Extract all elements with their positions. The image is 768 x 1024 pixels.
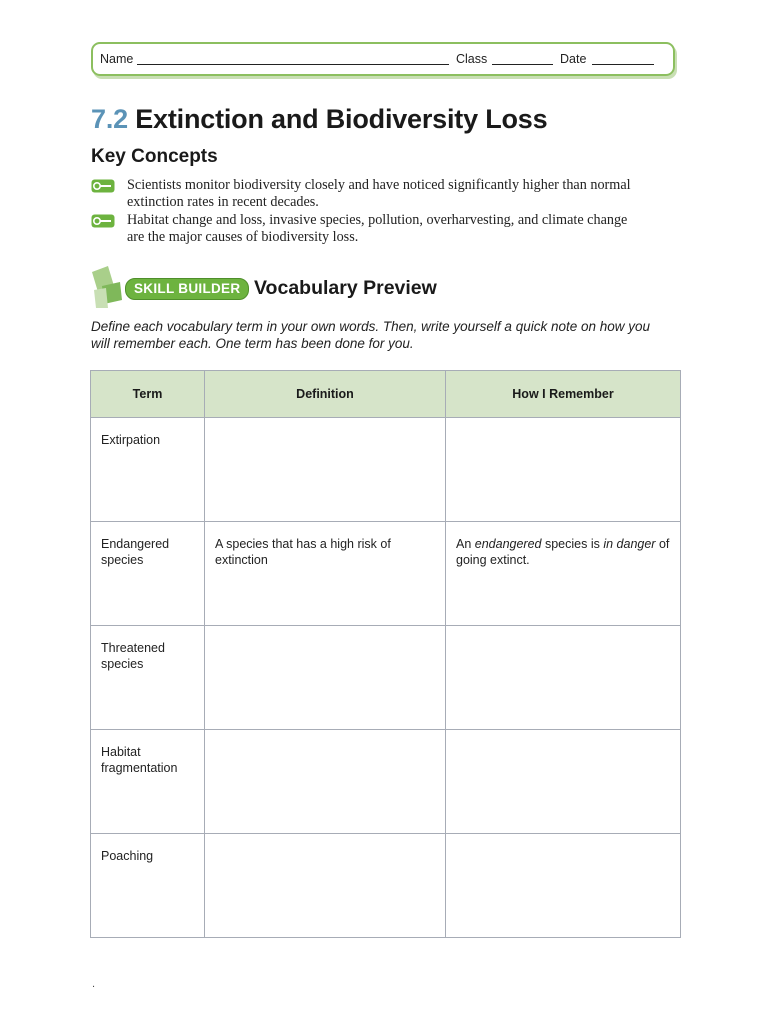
instructions-text: Define each vocabulary term in your own words. Then, write yourself a quick note on how you will remember each. One term has been done for you. [91, 319, 651, 351]
definition-cell[interactable] [205, 730, 446, 834]
skill-builder-badge: SKILL BUILDER [125, 278, 249, 300]
section-number: 7.2 [91, 104, 128, 134]
name-label: Name [100, 52, 134, 66]
definition-cell[interactable] [205, 834, 446, 938]
name-field[interactable] [137, 64, 449, 65]
definition-cell[interactable] [205, 418, 446, 522]
class-label: Class [456, 52, 488, 66]
date-label: Date [560, 52, 587, 66]
table-header-row [91, 371, 681, 418]
key-concept-text: Habitat change and loss, invasive species, pollution, overharvesting, and climate change are the major causes of biodiversity loss. [127, 212, 628, 245]
remember-cell[interactable] [446, 418, 681, 522]
page-title [91, 104, 547, 135]
term-text: Poaching [101, 849, 154, 863]
remember-text [446, 522, 680, 568]
remember-text [446, 834, 680, 849]
definition-text [205, 418, 445, 433]
key-icon [91, 214, 115, 228]
skill-builder-icon [88, 264, 124, 310]
remember-text [446, 626, 680, 641]
definition-cell[interactable] [205, 626, 446, 730]
student-info-box [91, 42, 675, 76]
remember-emphasis: in danger [603, 537, 656, 551]
definition-cell[interactable] [205, 522, 446, 626]
key-concept-text: Scientists monitor biodiversity closely and have noticed significantly higher than normal extinction rates in recent decades. [127, 177, 631, 210]
footer-mark: . [92, 978, 96, 990]
vocabulary-table [90, 370, 681, 938]
column-header-term: Term [91, 371, 205, 418]
term-text: Endangered species [101, 537, 170, 567]
table-row [91, 834, 681, 938]
key-concepts-heading: Key Concepts [91, 146, 218, 167]
table-row [91, 626, 681, 730]
term-text: Threatened species [101, 641, 165, 671]
term-text: Extirpation [101, 433, 161, 447]
term-text: Habitat fragmentation [101, 745, 178, 775]
definition-text: A species that has a high risk of extinction [215, 537, 391, 567]
table-row [91, 418, 681, 522]
remember-emphasis: endangered [474, 537, 542, 551]
remember-text [446, 418, 680, 433]
column-header-how-i-remember: How I Remember [446, 371, 681, 418]
table-row [91, 522, 681, 626]
section-title: Extinction and Biodiversity Loss [135, 104, 548, 134]
term-cell [91, 626, 205, 730]
remember-text-part: species is [541, 537, 604, 551]
definition-text [205, 834, 445, 849]
table-row [91, 730, 681, 834]
term-cell [91, 418, 205, 522]
term-cell [91, 834, 205, 938]
remember-cell[interactable] [446, 522, 681, 626]
definition-text [205, 730, 445, 745]
column-header-definition: Definition [205, 371, 446, 418]
key-icon [91, 179, 115, 193]
date-field[interactable] [592, 64, 654, 65]
vocabulary-preview-title: Vocabulary Preview [254, 277, 437, 299]
remember-cell[interactable] [446, 626, 681, 730]
term-cell [91, 730, 205, 834]
remember-text-part: of going extinct. [456, 537, 670, 567]
definition-text [205, 626, 445, 641]
term-cell [91, 522, 205, 626]
class-field[interactable] [492, 64, 553, 65]
remember-cell[interactable] [446, 834, 681, 938]
remember-text [446, 730, 680, 745]
remember-text-part: An [456, 537, 475, 551]
remember-cell[interactable] [446, 730, 681, 834]
